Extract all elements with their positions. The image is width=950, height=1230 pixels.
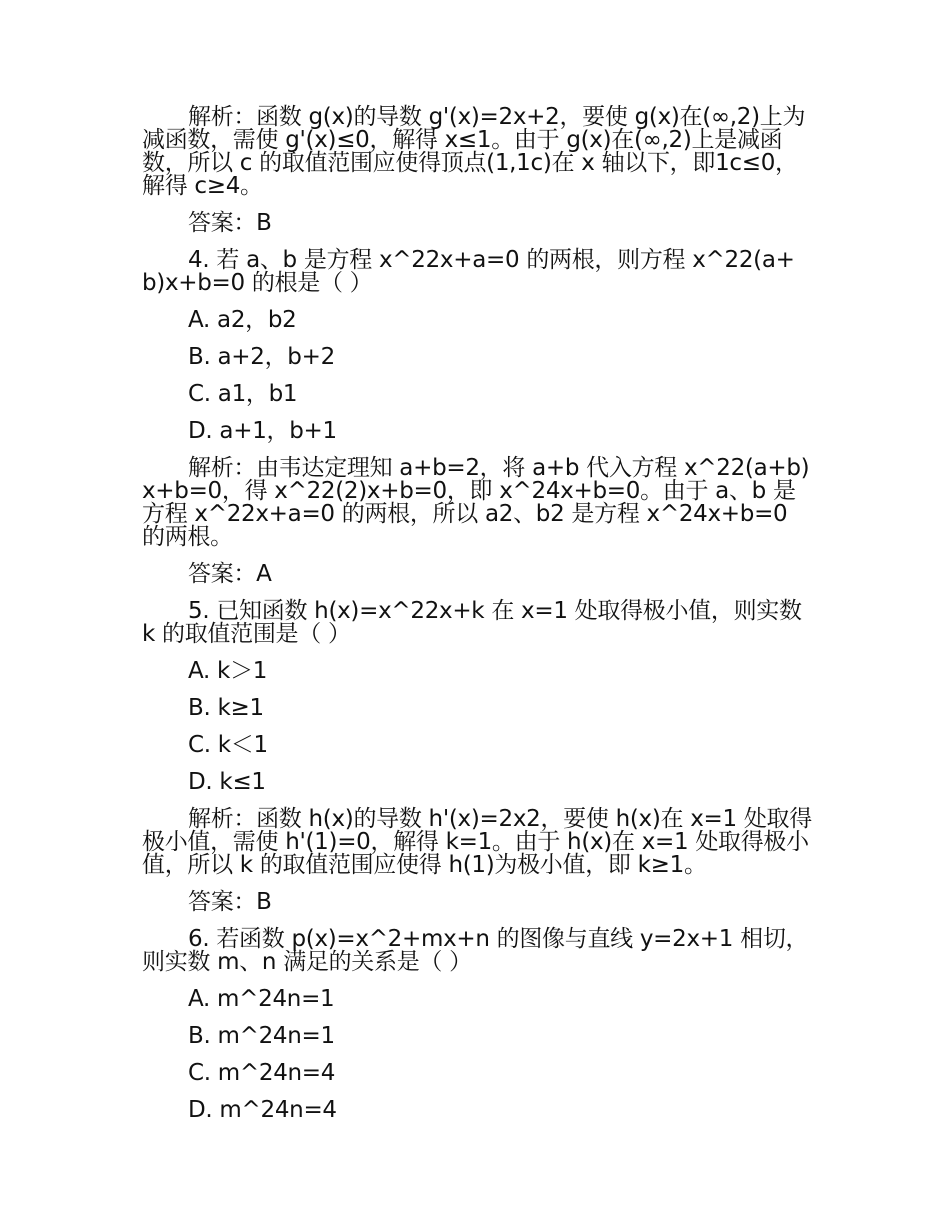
question-6: 6. 若函数 p(x)=x^2+mx+n 的图像与直线 y=2x+1 相切，则实数 m、n 满足的关系是（ ） (142, 926, 809, 975)
question-5: 5. 已知函数 h(x)=x^22x+k 在 x=1 处取得极小值，则实数 k 的取值范围是（ ） (142, 598, 802, 647)
analysis-3: 解析：函数 g(x)的导数 g'(x)=2x+2，要使 g(x)在(∞,2)上为减函数，需使 g'(x)≤0，解得 x≤1。由于 g(x)在(∞,2)上是减函数，所以 c 的取值范围应使得顶点(1,1c)在 x 轴以下，即1c≤0，解得 c≥4。 (142, 104, 806, 199)
option-5c: C. k＜1 (188, 732, 268, 758)
analysis-4: 解析：由韦达定理知 a+b=2，将 a+b 代入方程 x^22(a+b)x+b=0，得 x^22(2)x+b=0，即 x^24x+b=0。由于 a、b 是方程 x^22x+a=0 的两根，所以 a2、b2 是方程 x^24x+b=0 的两根。 (142, 455, 810, 550)
answer-4: 答案：A (188, 561, 272, 587)
option-5b: B. k≥1 (188, 695, 264, 721)
option-6d: D. m^24n=4 (188, 1097, 337, 1123)
option-5d: D. k≤1 (188, 769, 266, 795)
document-page (142, 106, 812, 1136)
option-4c: C. a1，b1 (188, 381, 298, 407)
option-4b: B. a+2，b+2 (188, 344, 335, 370)
option-5a: A. k＞1 (188, 658, 268, 684)
option-4a: A. a2，b2 (188, 307, 297, 333)
analysis-5: 解析：函数 h(x)的导数 h'(x)=2x2，要使 h(x)在 x=1 处取得极小值，需使 h'(1)=0，解得 k=1。由于 h(x)在 x=1 处取得极小值，所以 k 的取值范围应使得 h(1)为极小值，即 k≥1。 (142, 806, 812, 878)
option-6c: C. m^24n=4 (188, 1060, 336, 1086)
answer-5: 答案：B (188, 889, 272, 915)
answer-3: 答案：B (188, 210, 272, 236)
option-6a: A. m^24n=1 (188, 986, 335, 1012)
option-4d: D. a+1，b+1 (188, 418, 337, 444)
option-6b: B. m^24n=1 (188, 1023, 335, 1049)
question-4: 4. 若 a、b 是方程 x^22x+a=0 的两根，则方程 x^22(a+b)x+b=0 的根是（ ） (142, 247, 795, 296)
